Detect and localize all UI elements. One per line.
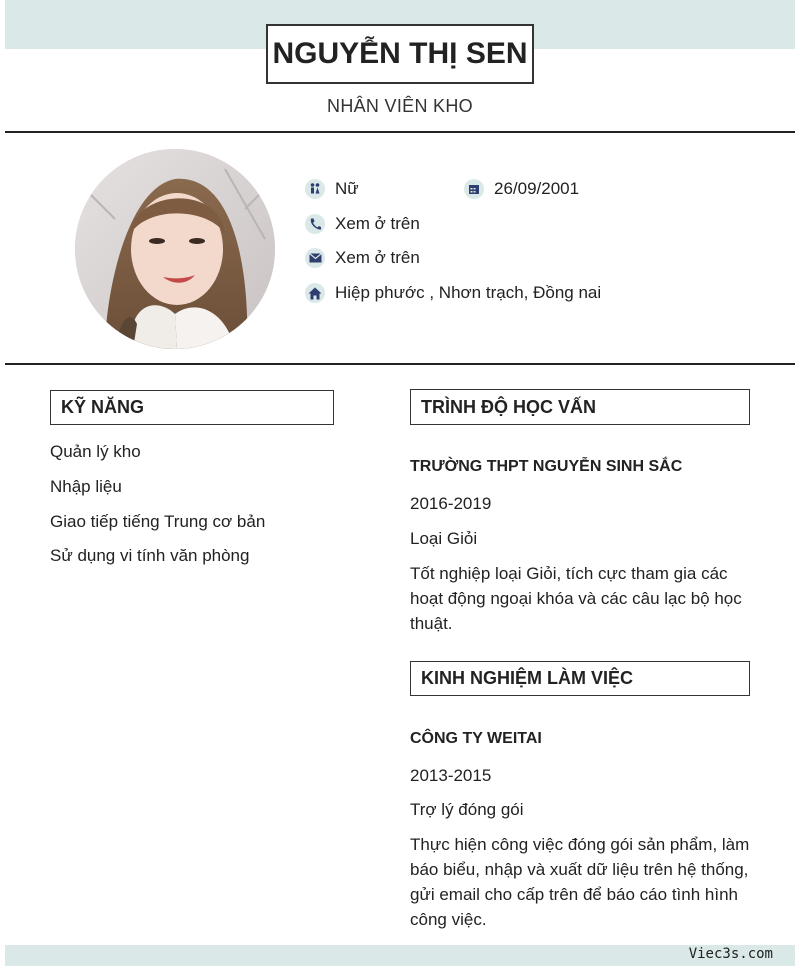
calendar-icon xyxy=(464,179,484,199)
envelope-icon xyxy=(305,248,325,268)
phone-icon xyxy=(305,214,325,234)
info-address xyxy=(305,283,601,303)
address-value: Hiệp phước , Nhơn trạch, Đồng nai xyxy=(335,283,602,302)
divider-top xyxy=(5,131,795,133)
experience-heading: KINH NGHIỆM LÀM VIỆC xyxy=(421,668,634,688)
name-box xyxy=(266,24,534,84)
experience-company: CÔNG TY WEITAI xyxy=(410,730,542,747)
avatar xyxy=(75,149,275,349)
skills-heading-box xyxy=(50,390,334,425)
education-school: TRƯỜNG THPT NGUYỄN SINH SẮC xyxy=(410,458,683,475)
education-period: 2016-2019 xyxy=(410,494,492,513)
gender-icon xyxy=(305,179,325,199)
watermark: Viec3s.com xyxy=(688,946,773,962)
skill-item: Sử dụng vi tính văn phòng xyxy=(50,546,250,565)
phone-value: Xem ở trên xyxy=(335,214,420,233)
education-heading-box xyxy=(410,389,750,425)
gender-value: Nữ xyxy=(335,179,359,198)
skill-item: Nhập liệu xyxy=(50,477,122,496)
experience-period: 2013-2015 xyxy=(410,766,492,785)
education-heading: TRÌNH ĐỘ HỌC VẤN xyxy=(421,396,596,417)
info-gender xyxy=(305,179,359,199)
footer-band xyxy=(5,945,795,966)
experience-description: Thực hiện công việc đóng gói sản phẩm, làm báo biểu, nhập và xuất dữ liệu trên hệ thống, gửi email cho cấp trên để báo cáo tình hình công việc. xyxy=(410,835,750,929)
skills-heading: KỸ NĂNG xyxy=(61,397,145,417)
job-title: NHÂN VIÊN KHO xyxy=(327,96,473,116)
info-phone xyxy=(305,214,420,234)
experience-heading-box xyxy=(410,661,750,696)
candidate-name: NGUYỄN THỊ SEN xyxy=(272,37,528,70)
education-grade: Loại Giỏi xyxy=(410,529,478,548)
info-birthdate xyxy=(464,179,579,199)
divider-middle xyxy=(5,363,795,365)
education-description: Tốt nghiệp loại Giỏi, tích cực tham gia các hoạt động ngoại khóa và các câu lạc bộ học thuật. xyxy=(410,564,742,633)
email-value: Xem ở trên xyxy=(335,248,420,267)
info-email xyxy=(305,248,420,268)
home-icon xyxy=(305,283,325,303)
skill-item: Quản lý kho xyxy=(50,442,141,461)
skill-item: Giao tiếp tiếng Trung cơ bản xyxy=(50,512,266,531)
experience-position: Trợ lý đóng gói xyxy=(410,800,524,819)
birthdate-value: 26/09/2001 xyxy=(494,179,580,198)
